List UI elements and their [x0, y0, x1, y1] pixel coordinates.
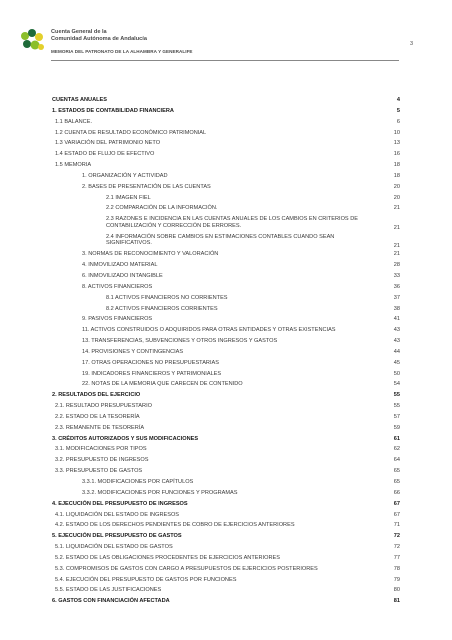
toc-entry-page-number: 50 — [393, 370, 400, 377]
toc-entry[interactable] — [52, 522, 400, 533]
toc-entry-page-number: 55 — [393, 403, 400, 410]
toc-entry-title: 1.5 MEMORIA — [55, 162, 92, 169]
toc-entry[interactable] — [52, 349, 400, 360]
toc-entry[interactable] — [52, 436, 400, 447]
toc-entry-page-number: 59 — [393, 424, 400, 431]
toc-entry[interactable] — [52, 512, 400, 523]
toc-entry-page-number: 21 — [393, 205, 400, 212]
toc-entry-page-number: 18 — [393, 162, 400, 169]
toc-entry-title: 4. EJECUCIÓN DEL PRESUPUESTO DE INGRESOS — [52, 500, 188, 507]
toc-entry-title: 5.1. LIQUIDACIÓN DEL ESTADO DE GASTOS — [55, 544, 173, 551]
organization-name-line2: Comunidad Autónoma de Andalucía — [51, 35, 147, 42]
toc-entry[interactable] — [52, 425, 400, 436]
toc-entry[interactable] — [52, 555, 400, 566]
toc-entry-page-number: 65 — [393, 468, 400, 475]
toc-entry[interactable] — [52, 108, 400, 119]
toc-entry-title: 1.3 VARIACIÓN DEL PATRIMONIO NETO — [55, 140, 161, 147]
toc-entry-page-number: 67 — [393, 500, 400, 507]
toc-entry-title: 1. ORGANIZACIÓN Y ACTIVIDAD — [82, 172, 168, 179]
toc-entry[interactable] — [52, 577, 400, 588]
toc-entry-title: 4. INMOVILIZADO MATERIAL — [82, 262, 158, 269]
toc-entry-title: 1.1 BALANCE. — [55, 118, 92, 125]
toc-entry-page-number: 38 — [393, 305, 400, 312]
toc-entry-title: 8. ACTIVOS FINANCIEROS — [82, 283, 153, 290]
toc-entry-title: 22. NOTAS DE LA MEMORIA QUE CARECEN DE CONTENIDO — [82, 381, 243, 388]
toc-entry-title: 13. TRANSFERENCIAS, SUBVENCIONES Y OTROS INGRESOS Y GASTOS — [82, 338, 278, 345]
toc-entry-page-number: 37 — [393, 294, 400, 301]
toc-entry[interactable] — [52, 130, 400, 141]
toc-entry-page-number: 65 — [393, 479, 400, 485]
toc-entry-title: 2. RESULTADOS DEL EJERCICIO — [52, 392, 141, 399]
toc-entry-page-number: 79 — [393, 576, 400, 583]
toc-entry[interactable] — [52, 371, 400, 382]
toc-entry[interactable] — [52, 173, 400, 184]
toc-entry-page-number: 4 — [396, 97, 400, 103]
toc-entry-title: 2.4 INFORMACIÓN SOBRE CAMBIOS EN ESTIMACIONES CONTABLES CUANDO SEAN SIGNIFICATIVOS. — [106, 233, 335, 247]
toc-entry-page-number: 41 — [393, 316, 400, 323]
toc-entry-page-number: 21 — [393, 251, 400, 258]
toc-entry-page-number: 10 — [393, 129, 400, 136]
toc-entry-title: 3.3.2. MODIFICACIONES POR FUNCIONES Y PROGRAMAS — [82, 489, 238, 496]
toc-entry[interactable] — [52, 316, 400, 327]
page-number: 3 — [410, 41, 414, 47]
toc-entry-title: 3.3. PRESUPUESTO DE GASTOS — [55, 468, 143, 475]
toc-entry[interactable] — [52, 195, 400, 206]
toc-entry-page-number: 64 — [393, 457, 400, 464]
toc-entry-page-number: 71 — [393, 522, 400, 529]
toc-entry[interactable] — [52, 446, 400, 457]
toc-entry-title: 14. PROVISIONES Y CONTINGENCIAS — [82, 348, 184, 355]
toc-entry-page-number: 72 — [393, 533, 400, 540]
toc-entry-title: 1. ESTADOS DE CONTABILIDAD FINANCIERA — [52, 107, 174, 114]
toc-entry[interactable] — [52, 381, 400, 392]
toc-entry-page-number: 20 — [393, 194, 400, 201]
toc-entry[interactable] — [52, 97, 400, 108]
toc-entry[interactable] — [52, 251, 400, 262]
toc-entry[interactable] — [52, 457, 400, 468]
toc-entry[interactable] — [52, 151, 400, 162]
toc-entry-title: 4.1. LIQUIDACIÓN DEL ESTADO DE INGRESOS — [55, 511, 180, 518]
toc-entry-page-number: 45 — [393, 359, 400, 366]
toc-entry-title: 2.1. RESULTADO PRESUPUESTARIO — [55, 403, 152, 410]
toc-entry-page-number: 57 — [393, 413, 400, 420]
toc-entry-title: 5.3. COMPROMISOS DE GASTOS CON CARGO A PRESUPUESTOS DE EJERCICIOS POSTERIORES — [55, 565, 318, 572]
toc-entry-title: 1.2 CUENTA DE RESULTADO ECONÓMICO PATRIMONIAL — [55, 129, 207, 136]
toc-entry-page-number: 36 — [393, 283, 400, 290]
toc-entry-title: 6. GASTOS CON FINANCIACIÓN AFECTADA — [52, 598, 170, 605]
toc-entry-title: 3. NORMAS DE RECONOCIMIENTO Y VALORACIÓN — [82, 251, 219, 258]
toc-entry-page-number: 55 — [393, 392, 400, 399]
toc-entry[interactable] — [52, 205, 400, 216]
toc-entry[interactable] — [52, 490, 400, 501]
toc-entry-title: 2.1 IMAGEN FIEL — [106, 194, 151, 201]
toc-entry-page-number: 78 — [393, 565, 400, 572]
toc-entry[interactable] — [52, 327, 400, 338]
toc-entry[interactable] — [52, 587, 400, 598]
toc-entry-title: 4.2. ESTADO DE LOS DERECHOS PENDIENTES DE COBRO DE EJERCICIOS ANTERIORES — [55, 522, 295, 529]
page-header — [0, 0, 452, 70]
organization-name-line1: Cuenta General de la — [51, 29, 107, 35]
toc-entry-page-number: 72 — [393, 544, 400, 551]
toc-entry-title: 6. INMOVILIZADO INTANGIBLE — [82, 272, 163, 279]
toc-entry-title: 17. OTRAS OPERACIONES NO PRESUPUESTARIAS — [82, 359, 219, 366]
toc-entry-page-number: 13 — [393, 140, 400, 147]
toc-entry-page-number: 5 — [396, 107, 400, 114]
toc-entry-page-number: 33 — [393, 272, 400, 279]
toc-entry-title: 3.2. PRESUPUESTO DE INGRESOS — [55, 457, 149, 464]
toc-entry-page-number: 21 — [393, 225, 400, 232]
toc-entry-title: 2. BASES DE PRESENTACIÓN DE LAS CUENTAS — [82, 183, 211, 190]
toc-entry-page-number: 16 — [393, 151, 400, 158]
toc-entry-title: 5. EJECUCIÓN DEL PRESUPUESTO DE GASTOS — [52, 533, 182, 540]
toc-entry-title: 19. INDICADORES FINANCIEROS Y PATRIMONIALES — [82, 370, 222, 377]
toc-entry-title: 2.3 RAZONES E INCIDENCIA EN LAS CUENTAS ANUALES DE LOS CAMBIOS EN CRITERIOS DE CONTABILIZACIÓN Y CORRECCIÓN DE ERRORES. — [106, 216, 358, 229]
toc-entry-title: 8.2 ACTIVOS FINANCIEROS CORRIENTES — [106, 305, 218, 312]
toc-entry[interactable] — [52, 306, 400, 317]
toc-entry[interactable] — [52, 533, 400, 544]
toc-entry-page-number: 66 — [393, 489, 400, 496]
toc-entry-page-number: 6 — [396, 118, 400, 125]
toc-entry-title: 2.3. REMANENTE DE TESORERÍA — [55, 424, 145, 431]
toc-entry-page-number: 81 — [393, 598, 400, 605]
toc-entry-page-number: 44 — [393, 348, 400, 355]
toc-entry-title: 5.4. EJECUCIÓN DEL PRESUPUESTO DE GASTOS POR FUNCIONES — [55, 576, 237, 583]
toc-entry[interactable] — [52, 262, 400, 273]
andalucia-logo-icon — [19, 27, 45, 53]
toc-entry[interactable] — [52, 284, 400, 295]
organization-name — [51, 29, 147, 42]
toc-entry-page-number: 80 — [393, 587, 400, 594]
toc-entry-page-number: 43 — [393, 338, 400, 345]
toc-entry[interactable] — [52, 566, 400, 577]
toc-entry-page-number: 62 — [393, 446, 400, 453]
toc-entry-page-number: 21 — [393, 242, 400, 249]
toc-entry[interactable] — [52, 119, 400, 130]
toc-entry[interactable] — [52, 234, 400, 252]
toc-entry-title: 5.5. ESTADO DE LAS JUSTIFICACIONES — [55, 587, 162, 594]
toc-entry[interactable] — [52, 184, 400, 195]
toc-entry[interactable] — [52, 479, 400, 490]
toc-entry[interactable] — [52, 162, 400, 173]
header-divider — [51, 60, 399, 61]
memoria-title: MEMORIA DEL PATRONATO DE LA ALHAMBRA Y GENERALIFE — [51, 49, 193, 54]
toc-entry-title: 2.2. ESTADO DE LA TESORERÍA — [55, 413, 140, 420]
toc-entry-title: 8.1 ACTIVOS FINANCIEROS NO CORRIENTES — [106, 294, 228, 301]
toc-entry-title: 3.3.1. MODIFICACIONES POR CAPÍTULOS — [82, 479, 194, 485]
toc-entry-title: 5.2. ESTADO DE LAS OBLIGACIONES PROCEDENTES DE EJERCICIOS ANTERIORES — [55, 554, 280, 561]
toc-entry-title: 1.4 ESTADO DE FLUJO DE EFECTIVO — [55, 151, 155, 158]
toc-entry[interactable] — [52, 501, 400, 512]
toc-entry-title: 11. ACTIVOS CONSTRUIDOS O ADQUIRIDOS PARA OTRAS ENTIDADES Y OTRAS EXISTENCIAS — [82, 327, 336, 334]
toc-entry-title: 2.2 COMPARACIÓN DE LA INFORMACIÓN. — [106, 205, 218, 212]
toc-entry-page-number: 67 — [393, 511, 400, 518]
toc-entry[interactable] — [52, 140, 400, 151]
toc-entry[interactable] — [52, 392, 400, 403]
toc-entry[interactable] — [52, 403, 400, 414]
toc-entry[interactable] — [52, 338, 400, 349]
toc-entry-page-number: 18 — [393, 172, 400, 179]
toc-entry-page-number: 61 — [393, 435, 400, 442]
toc-entry[interactable] — [52, 295, 400, 306]
toc-entry[interactable] — [52, 544, 400, 555]
toc-entry[interactable] — [52, 360, 400, 371]
toc-entry-title: CUENTAS ANUALES — [52, 97, 108, 103]
toc-entry[interactable] — [52, 598, 400, 609]
toc-entry-title: 3.1. MODIFICACIONES POR TIPOS — [55, 446, 147, 453]
toc-entry-title: 9. PASIVOS FINANCIEROS — [82, 316, 153, 323]
toc-entry[interactable] — [52, 468, 400, 479]
table-of-contents — [52, 97, 400, 609]
toc-entry[interactable] — [52, 414, 400, 425]
toc-entry-page-number: 77 — [393, 554, 400, 561]
toc-entry[interactable] — [52, 273, 400, 284]
toc-entry-page-number: 20 — [393, 183, 400, 190]
toc-entry[interactable] — [52, 216, 400, 234]
toc-entry-page-number: 28 — [393, 262, 400, 269]
toc-entry-page-number: 54 — [393, 381, 400, 388]
toc-entry-page-number: 43 — [393, 327, 400, 334]
toc-entry-title: 3. CRÉDITOS AUTORIZADOS Y SUS MODIFICACIONES — [52, 435, 199, 442]
